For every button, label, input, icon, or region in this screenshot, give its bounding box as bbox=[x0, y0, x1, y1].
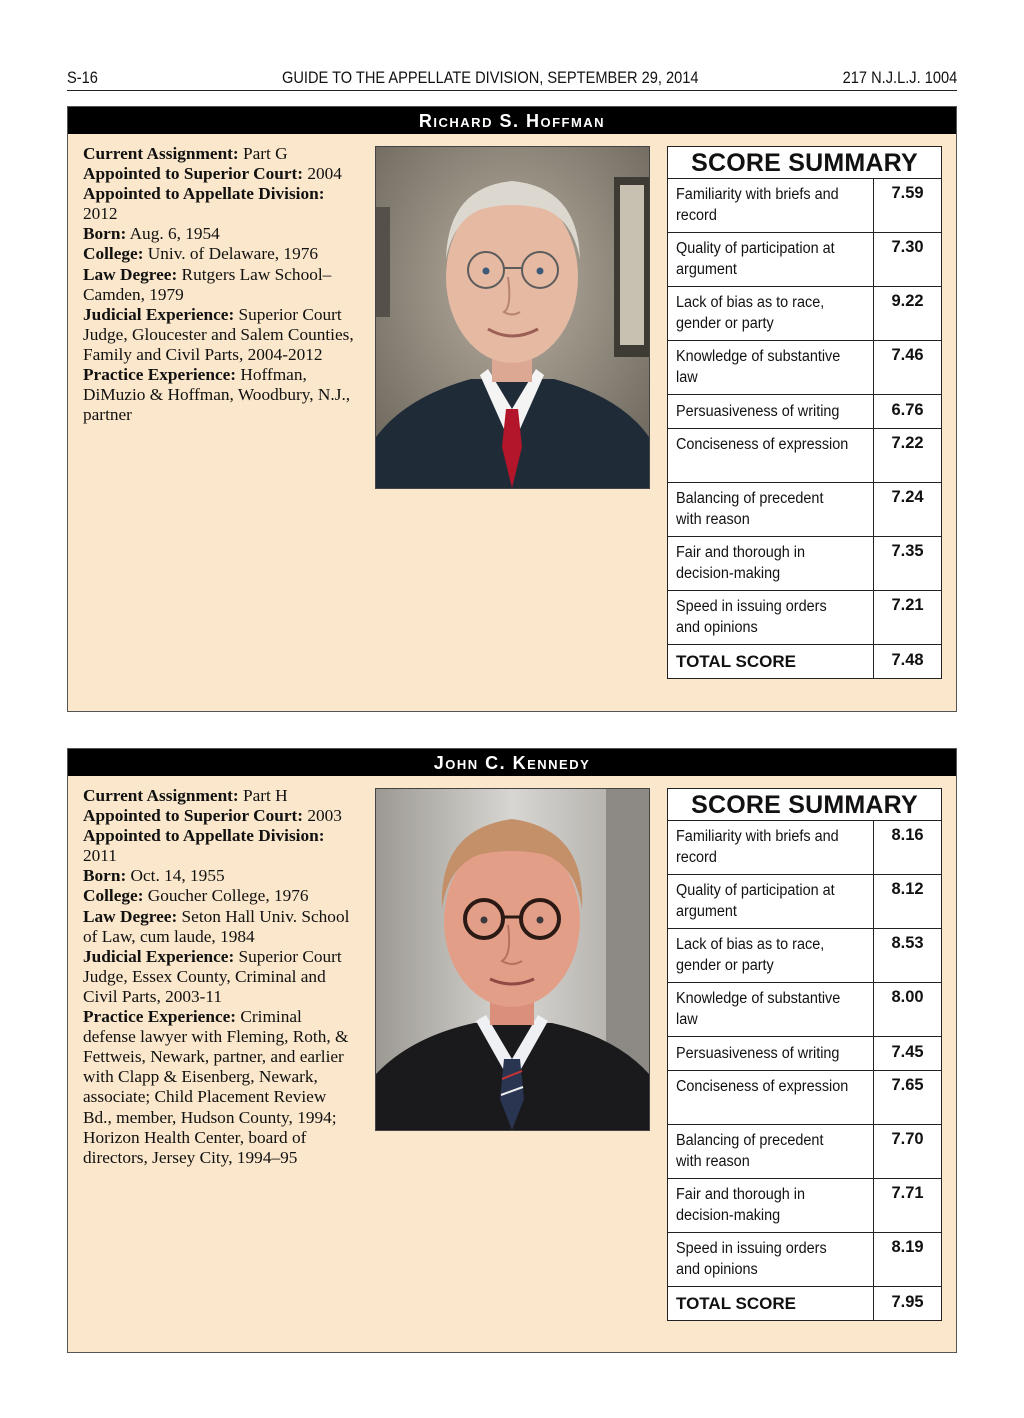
criterion-label: Fair and thorough in decision-making bbox=[676, 544, 806, 582]
criterion-label: Balancing of precedent with reason bbox=[676, 1132, 824, 1170]
judge-bio bbox=[83, 144, 358, 425]
score-row bbox=[668, 287, 941, 341]
criterion-label: Conciseness of expression bbox=[676, 1078, 849, 1095]
score-row bbox=[668, 1037, 941, 1071]
criterion-label: Lack of bias as to race, gender or party bbox=[676, 294, 825, 332]
score-row bbox=[668, 929, 941, 983]
score-row bbox=[668, 179, 941, 233]
criterion-score: 7.71 bbox=[873, 1179, 941, 1232]
page-number: S-16 bbox=[67, 68, 98, 87]
publication-title: GUIDE TO THE APPELLATE DIVISION, SEPTEMBER 29, 2014 bbox=[282, 68, 699, 87]
score-row bbox=[668, 983, 941, 1037]
total-score-value: 7.95 bbox=[873, 1287, 941, 1320]
score-summary-title: SCORE SUMMARY bbox=[668, 147, 941, 179]
criterion-score: 7.22 bbox=[873, 429, 941, 482]
score-row bbox=[668, 1233, 941, 1287]
bio-line: Judicial Experience: Superior Court Judge, Gloucester and Salem Counties, Family and Civil Parts, 2004-2012 bbox=[83, 304, 354, 364]
bio-line: College: Univ. of Delaware, 1976 bbox=[83, 244, 318, 264]
criterion-label: Balancing of precedent with reason bbox=[676, 490, 824, 528]
judge-profile-kennedy bbox=[67, 748, 957, 1353]
bio-line: Practice Experience: Criminal defense lawyer with Fleming, Roth, & Fettweis, Newark, partner, and earlier with Clapp & Eisenberg, Newark, associate; Child Placement Review Bd., member, Hudson County, 1994; Horizon Health Center, board of directors, Jersey City, 1994–95 bbox=[83, 1007, 349, 1167]
criterion-score: 8.53 bbox=[873, 929, 941, 982]
bio-line: Judicial Experience: Superior Court Judge, Essex County, Criminal and Civil Parts, 2003-11 bbox=[83, 946, 342, 1006]
criterion-score: 7.46 bbox=[873, 341, 941, 394]
criterion-score: 8.16 bbox=[873, 821, 941, 874]
score-row bbox=[668, 537, 941, 591]
criterion-label: Persuasiveness of writing bbox=[676, 1045, 840, 1062]
total-score-label: TOTAL SCORE bbox=[676, 652, 796, 671]
judge-name-header: Richard S. Hoffman bbox=[68, 107, 956, 134]
criterion-label: Speed in issuing orders and opinions bbox=[676, 598, 827, 636]
criterion-score: 7.59 bbox=[873, 179, 941, 232]
criterion-label: Knowledge of substantive law bbox=[676, 348, 841, 386]
criterion-score: 7.45 bbox=[873, 1037, 941, 1070]
criterion-label: Familiarity with briefs and record bbox=[676, 186, 839, 224]
score-row bbox=[668, 1125, 941, 1179]
judge-bio bbox=[83, 786, 358, 1168]
citation: 217 N.J.L.J. 1004 bbox=[842, 68, 957, 87]
total-score-label: TOTAL SCORE bbox=[676, 1294, 796, 1313]
running-head bbox=[67, 66, 957, 91]
criterion-label: Fair and thorough in decision-making bbox=[676, 1186, 806, 1224]
score-row bbox=[668, 875, 941, 929]
bio-line: College: Goucher College, 1976 bbox=[83, 886, 309, 906]
judge-portrait-photo bbox=[375, 146, 650, 489]
total-score-row bbox=[668, 645, 941, 678]
judge-profile-hoffman bbox=[67, 106, 957, 712]
total-score-row bbox=[668, 1287, 941, 1320]
score-row bbox=[668, 233, 941, 287]
criterion-label: Conciseness of expression bbox=[676, 436, 849, 453]
criterion-label: Lack of bias as to race, gender or party bbox=[676, 936, 825, 974]
bio-line: Appointed to Appellate Division: 2012 bbox=[83, 184, 325, 224]
total-score-value: 7.48 bbox=[873, 645, 941, 678]
criterion-label: Quality of participation at argument bbox=[676, 240, 835, 278]
bio-line: Born: Oct. 14, 1955 bbox=[83, 866, 225, 886]
criterion-score: 7.70 bbox=[873, 1125, 941, 1178]
score-summary-table bbox=[667, 146, 942, 679]
criterion-score: 7.24 bbox=[873, 483, 941, 536]
score-row bbox=[668, 429, 941, 483]
score-row bbox=[668, 341, 941, 395]
bio-line: Law Degree: Seton Hall Univ. School of Law, cum laude, 1984 bbox=[83, 906, 350, 946]
score-row bbox=[668, 821, 941, 875]
bio-line: Practice Experience: Hoffman, DiMuzio & Hoffman, Woodbury, N.J., partner bbox=[83, 365, 351, 425]
bio-line: Appointed to Superior Court: 2003 bbox=[83, 806, 342, 826]
criterion-score: 7.65 bbox=[873, 1071, 941, 1124]
bio-line: Born: Aug. 6, 1954 bbox=[83, 224, 220, 244]
bio-line: Law Degree: Rutgers Law School–Camden, 1979 bbox=[83, 264, 332, 304]
bio-line: Current Assignment: Part G bbox=[83, 144, 288, 163]
score-row bbox=[668, 1179, 941, 1233]
score-row bbox=[668, 395, 941, 429]
score-summary-title: SCORE SUMMARY bbox=[668, 789, 941, 821]
score-row bbox=[668, 591, 941, 645]
score-summary-table bbox=[667, 788, 942, 1321]
criterion-score: 8.19 bbox=[873, 1233, 941, 1286]
judge-portrait-photo bbox=[375, 788, 650, 1131]
score-row bbox=[668, 1071, 941, 1125]
criterion-score: 9.22 bbox=[873, 287, 941, 340]
criterion-score: 8.00 bbox=[873, 983, 941, 1036]
criterion-score: 7.35 bbox=[873, 537, 941, 590]
criterion-label: Quality of participation at argument bbox=[676, 882, 835, 920]
criterion-label: Speed in issuing orders and opinions bbox=[676, 1240, 827, 1278]
score-row bbox=[668, 483, 941, 537]
criterion-label: Persuasiveness of writing bbox=[676, 403, 840, 420]
bio-line: Current Assignment: Part H bbox=[83, 786, 288, 805]
criterion-label: Knowledge of substantive law bbox=[676, 990, 841, 1028]
criterion-score: 7.21 bbox=[873, 591, 941, 644]
criterion-score: 6.76 bbox=[873, 395, 941, 428]
criterion-label: Familiarity with briefs and record bbox=[676, 828, 839, 866]
criterion-score: 7.30 bbox=[873, 233, 941, 286]
criterion-score: 8.12 bbox=[873, 875, 941, 928]
bio-line: Appointed to Appellate Division: 2011 bbox=[83, 826, 325, 866]
judge-name-header: John C. Kennedy bbox=[68, 749, 956, 776]
bio-line: Appointed to Superior Court: 2004 bbox=[83, 164, 342, 184]
